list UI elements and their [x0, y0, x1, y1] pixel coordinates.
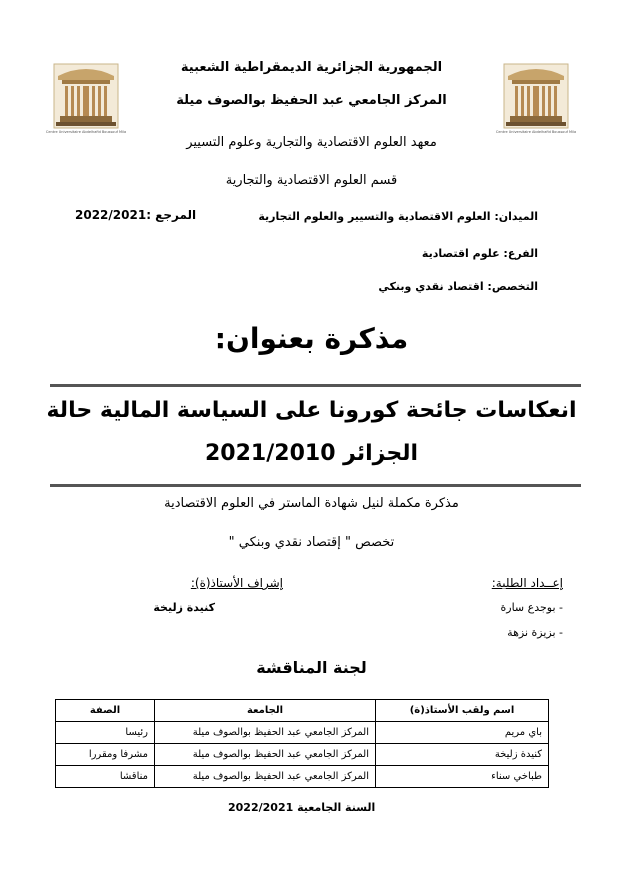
students-heading: إعــداد الطلبة: [491, 576, 563, 590]
member-university: المركز الجامعي عبد الحفيظ بوالصوف ميلة [155, 722, 376, 744]
table-row [56, 722, 549, 744]
committee-table [55, 699, 549, 788]
member-role: مشرفا ومقررا [56, 744, 155, 766]
member-name: كنيدة زليخة [376, 744, 549, 766]
student-item: - بوجدع سارة [500, 601, 563, 614]
institute-name: معهد العلوم الاقتصادية والتجارية وعلوم التسيير [186, 135, 437, 150]
member-university: المركز الجامعي عبد الحفيظ بوالصوف ميلة [155, 766, 376, 788]
university-name: المركز الجامعي عبد الحفيظ بوالصوف ميلة [176, 93, 447, 108]
academic-year: السنة الجامعية 2022/2021 [228, 801, 376, 814]
title-top-rule [50, 384, 581, 387]
branch-label: الفرع: علوم اقتصادية [421, 247, 538, 260]
column-header: الصفة [56, 700, 155, 722]
member-role: مناقشا [56, 766, 155, 788]
svg-text:Centre Universitaire Abdelhafi: Centre Universitaire Abdelhafid Boussouf Mila [45, 130, 127, 134]
member-university: المركز الجامعي عبد الحفيظ بوالصوف ميلة [155, 744, 376, 766]
memo-specialty: تخصص " إقتصاد نقدي وبنكي " [228, 535, 395, 550]
column-header: اسم ولقب الأستاذ(ة) [376, 700, 549, 722]
memo-label: مذكرة بعنوان: [214, 322, 409, 355]
student-name: بوجدع سارة [500, 601, 556, 614]
department-name: قسم العلوم الاقتصادية والتجارية [225, 173, 398, 188]
table-row [56, 766, 549, 788]
member-role: رئيسا [56, 722, 155, 744]
student-item: - بزيزة نزهة [507, 626, 563, 639]
title-bottom-rule [50, 484, 581, 487]
field-label: الميدان: العلوم الاقتصادية والتسيير والعلوم التجارية [258, 210, 538, 223]
specialty-label: التخصص: اقتصاد نقدي وبنكي [378, 280, 538, 293]
column-header: الجامعة [155, 700, 376, 722]
supervisor-name: كنيدة زليخة [153, 601, 215, 614]
committee-heading: لجنة المناقشة [256, 658, 367, 677]
republic-name: الجمهورية الجزائرية الديمقراطية الشعبية [180, 60, 443, 75]
student-name: بزيزة نزهة [507, 626, 556, 639]
supervisor-heading: إشراف الأستاذ(ة): [190, 576, 283, 590]
member-name: طباخي سناء [376, 766, 549, 788]
table-row [56, 744, 549, 766]
svg-text:Centre Universitaire Abdelhafi: Centre Universitaire Abdelhafid Boussouf Mila [495, 130, 577, 134]
table-header-row [56, 700, 549, 722]
member-name: باي مريم [376, 722, 549, 744]
thesis-title-line2: الجزائر 2021/2010 [205, 441, 418, 466]
reference-number: المرجع :2022/2021 [75, 208, 197, 222]
memo-description: مذكرة مكملة لنيل شهادة الماستر في العلوم الاقتصادية [164, 496, 459, 511]
thesis-title-line1: انعكاسات جائحة كورونا على السياسة المالية حالة [46, 398, 577, 423]
